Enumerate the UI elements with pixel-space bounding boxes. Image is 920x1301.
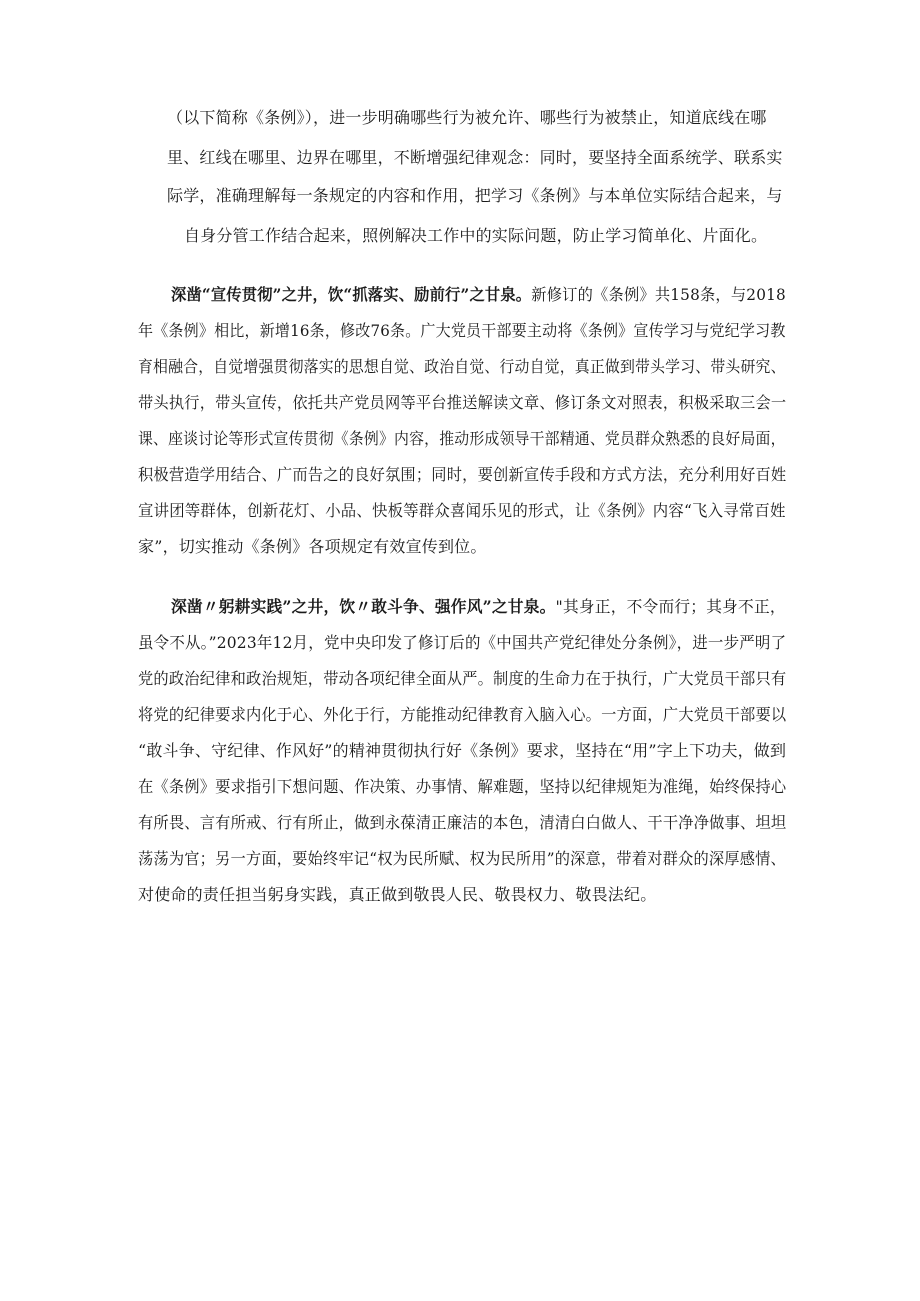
intro-line-3: 际学，准确理解每一条规定的内容和作用，把学习《条例》与本单位实际结合起来，与: [167, 186, 783, 205]
section1-line-6: 积极营造学用结合、广而告之的良好氛围；同时，要创新宣传手段和方式方法，充分利用好百姓: [138, 465, 787, 484]
section1-first-line: [171, 285, 786, 305]
section1-line-5: 课、座谈讨论等形式宣传贯彻《条例》内容，推动形成领导干部精通、党员群众熟悉的良好局面，: [138, 429, 786, 448]
intro-line-1: （以下简称《条例》），进一步明确哪些行为被允许、哪些行为被禁止，知道底线在哪: [167, 108, 767, 127]
section1-heading: 深凿“宣传贯彻”之井，饮“抓落实、励前行”之甘泉。: [171, 285, 532, 304]
intro-line-4: 自身分管工作结合起来，照例解决工作中的实际问题，防止学习简单化、片面化。: [184, 226, 768, 245]
section2-line-8: 荡荡为官；另一方面，要始终牢记“权为民所赋、权为民所用”的深意，带着对群众的深厚感情、: [138, 849, 786, 868]
section2-line-7: 有所畏、言有所戒、行有所止，做到永葆清正廉洁的本色，清清白白做人、干干净净做事、坦坦: [138, 813, 787, 832]
section1-line-3: 育相融合，自觉增强贯彻落实的思想自觉、政治自觉、行动自觉，真正做到带头学习、带头研究、: [138, 357, 786, 376]
section1-line-4: 带头执行，带头宣传，依托共产党员网等平台推送解读文章、修订条文对照表，积极采取三会一: [138, 393, 787, 412]
section1-first-line-text: 新修订的《条例》共158条，与2018: [531, 285, 786, 304]
section2-line-2: 虽令不从。”2023年12月，党中央印发了修订后的《中国共产党纪律处分条例》，进一步严明了: [138, 633, 787, 652]
section2-heading: 深凿〃躬耕实践”之井，饮〃敢斗争、强作风”之甘泉。: [171, 597, 556, 616]
section1-line-2: 年《条例》相比，新增16条，修改76条。广大党员干部要主动将《条例》宣传学习与党纪学习教: [138, 321, 786, 340]
section2-line-9: 对使命的责任担当躬身实践，真正做到敬畏人民、敬畏权力、敬畏法纪。: [138, 885, 657, 904]
section2-first-line: [171, 597, 786, 617]
section2-line-3: 党的政治纪律和政治规矩，带动各项纪律全面从严。制度的生命力在于执行，广大党员干部只有: [138, 669, 787, 688]
intro-line-2: 里、红线在哪里、边界在哪里，不断增强纪律观念：同时，要坚持全面系统学、联系实: [167, 148, 783, 167]
section2-line-4: 将党的纪律要求内化于心、外化于行，方能推动纪律教育入脑入心。一方面，广大党员干部要以: [138, 705, 787, 724]
section2-line-6: 在《条例》要求指引下想问题、作决策、办事情、解难题，坚持以纪律规矩为准绳，始终保持心: [138, 777, 787, 796]
section1-line-8: 家”，切实推动《条例》各项规定有效宣传到位。: [138, 537, 487, 556]
section2-first-line-text: "其身正，不令而行；其身不正，: [555, 597, 786, 616]
section1-line-7: 宣讲团等群体，创新花灯、小品、快板等群众喜闻乐见的形式，让《条例》内容“飞入寻常百姓: [138, 501, 786, 520]
section2-line-5: “敢斗争、守纪律、作风好”的精神贯彻执行好《条例》要求，坚持在“用”字上下功夫，做到: [138, 741, 787, 760]
